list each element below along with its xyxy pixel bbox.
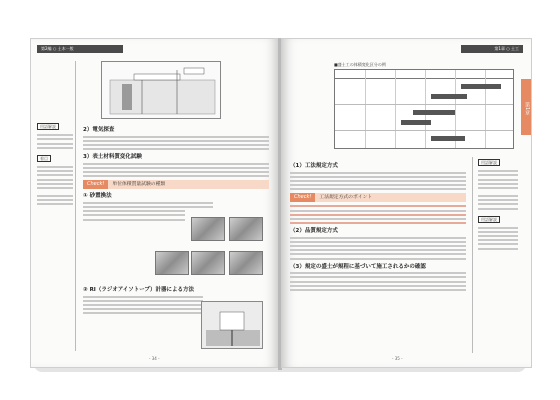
photo xyxy=(155,251,189,275)
left-page xyxy=(30,38,279,368)
left-page-header: 第2編 ○ 土木一般 xyxy=(37,45,123,53)
side-note-tag: 用語解説 xyxy=(478,216,500,223)
check-bar xyxy=(290,193,466,202)
right-page-number: - 35 - xyxy=(392,356,403,361)
side-note-tag: 用語解説 xyxy=(478,159,500,166)
gantt-table xyxy=(334,69,514,149)
check-title: 単位体積質量試験の種類 xyxy=(112,181,166,187)
side-note-block xyxy=(37,134,73,149)
right-main-column xyxy=(290,159,466,293)
table-title: ■盛土工の体積変化区分の例 xyxy=(334,62,386,67)
gantt-header xyxy=(335,70,513,79)
check-label: Check! xyxy=(83,180,108,189)
section-heading: 3）表土材料質変化試験 xyxy=(83,154,142,161)
check-title: 工法規定方式のポイント xyxy=(319,194,373,200)
item-heading: ① 砂置換法 xyxy=(83,193,112,200)
side-note-block xyxy=(478,227,518,250)
check-label: Check! xyxy=(290,193,315,202)
right-page-header: 第1章 ○ 土工 xyxy=(461,45,523,53)
side-note-block xyxy=(478,170,518,189)
side-note-block xyxy=(37,166,73,189)
side-note-block xyxy=(37,195,73,205)
photo xyxy=(229,217,263,241)
chapter-tab: 第1章 xyxy=(521,79,531,135)
right-side-divider xyxy=(472,157,473,353)
ri-gauge-figure xyxy=(201,301,263,349)
photo xyxy=(191,251,225,275)
left-side-divider xyxy=(75,61,76,351)
left-main-column-lower xyxy=(83,283,203,317)
left-main-column xyxy=(83,123,269,223)
photo xyxy=(191,217,225,241)
side-note-block xyxy=(478,195,518,210)
gantt-bar xyxy=(431,136,465,141)
gantt-row xyxy=(335,105,513,131)
gantt-bar xyxy=(431,94,467,99)
ri-gauge-diagram xyxy=(202,302,264,350)
section-heading: （2）品質規定方式 xyxy=(290,228,338,235)
book-spread xyxy=(30,38,532,376)
gantt-bar xyxy=(461,84,501,89)
section-heading: 2）電気探査 xyxy=(83,127,115,133)
left-side-notes xyxy=(37,123,73,211)
gantt-bar xyxy=(413,110,455,115)
section-heading: （3）規定の盛土が規程に基づいて施工されるかの確認 xyxy=(290,263,426,270)
borehole-diagram xyxy=(102,62,222,120)
right-page xyxy=(281,38,532,368)
left-page-number: - 34 - xyxy=(149,356,160,361)
check-bar xyxy=(83,180,269,189)
item-heading: ② RI（ラジオアイソトープ）計器による方法 xyxy=(83,287,194,293)
gantt-row xyxy=(335,79,513,105)
borehole-figure xyxy=(101,61,221,119)
side-note-tag: 着目 xyxy=(37,155,51,162)
side-note-tag: 用語解説 xyxy=(37,123,59,130)
photo xyxy=(229,251,263,275)
right-side-notes xyxy=(478,159,518,256)
gantt-bar xyxy=(401,120,431,125)
section-heading: （1）工法規定方式 xyxy=(290,163,338,169)
